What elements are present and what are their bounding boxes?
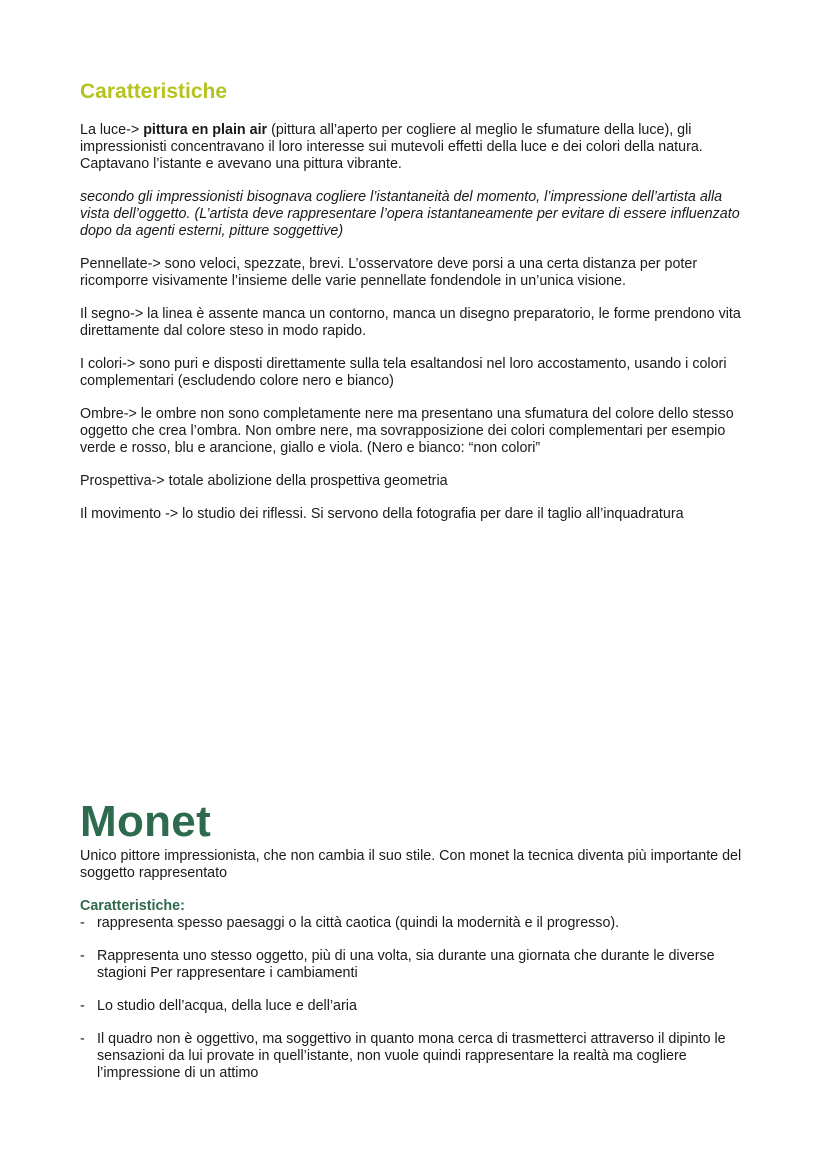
dash-bullet: - [80, 915, 85, 931]
list-item [80, 915, 748, 932]
luce-text: (pittura all’aperto per cogliere al meglio le sfumature della luce), gli impressionisti concentravano il loro interesse sui mutevoli effetti della luce e dei colori della natura. Captavano l’istante e avevano una pittura vibrante. [80, 122, 703, 172]
monet-intro: Unico pittore impressionista, che non cambia il suo stile. Con monet la tecnica diventa più importante del soggetto rappresentato [80, 848, 742, 881]
monet-characteristics-list [80, 915, 748, 1082]
monet-subheading: Caratteristiche: [80, 898, 185, 914]
list-item [80, 1031, 748, 1082]
dash-bullet: - [80, 948, 85, 964]
paragraph-segno: Il segno-> la linea è assente manca un contorno, manca un disegno preparatorio, le forme prendono vita direttamente dal colore steso in modo rapido. [80, 306, 741, 339]
dash-bullet: - [80, 1031, 85, 1047]
list-item [80, 948, 748, 982]
paragraph-ombre: Ombre-> le ombre non sono completamente nere ma presentano una sfumatura del colore dello stesso oggetto che crea l’ombra. Non ombre nere, ma sovrapposizione dei colori complementari per esempio verde e rosso, blu e arancione, giallo e viola. (Nero e bianco: “non colori” [80, 406, 734, 456]
list-item-text: Il quadro non è oggettivo, ma soggettivo in quanto mona cerca di trasmetterci attraverso il dipinto le sensazioni da lui provate in quell’istante, non vuole quindi rappresentare la realtà ma cogliere l’impressione di un attimo [97, 1031, 726, 1081]
luce-bold-term: pittura en plain air [143, 122, 268, 138]
section-heading-caratteristiche: Caratteristiche [80, 80, 228, 103]
list-item-text: rappresenta spesso paesaggi o la città caotica (quindi la modernità e il progresso). [97, 915, 620, 931]
paragraph-prospettiva: Prospettiva-> totale abolizione della prospettiva geometria [80, 473, 448, 489]
monet-title: Monet [80, 797, 212, 846]
list-item-text: Rappresenta uno stesso oggetto, più di una volta, sia durante una giornata che durante le diverse stagioni Per rappresentare i cambiamenti [97, 948, 715, 981]
paragraph-istantaneita: secondo gli impressionisti bisognava cogliere l’istantaneità del momento, l’impressione dell’artista alla vista dell’oggetto. (L’artista deve rappresentare l’opera istantaneamente per evitare di essere influenzato dopo da agenti esterni, pitture soggettive) [80, 189, 740, 239]
monet-body [80, 848, 748, 1098]
dash-bullet: - [80, 998, 85, 1014]
list-item-text: Lo studio dell’acqua, della luce e dell’aria [97, 998, 357, 1014]
paragraph-colori: I colori-> sono puri e disposti direttamente sulla tela esaltandosi nel loro accostamento, usando i colori complementari (escludendo colore nero e bianco) [80, 356, 727, 389]
list-item [80, 998, 748, 1015]
paragraph-pennellate: Pennellate-> sono veloci, spezzate, brevi. L’osservatore deve porsi a una certa distanza per poter ricomporre visivamente l’insieme delle varie pennellate fondendole in un’unica visione. [80, 256, 698, 289]
paragraph-luce [80, 122, 748, 173]
paragraph-movimento: Il movimento -> lo studio dei riflessi. Si servono della fotografia per dare il taglio all’inquadratura [80, 506, 684, 522]
luce-label: La luce-> [80, 122, 144, 138]
caratteristiche-body [80, 122, 748, 539]
